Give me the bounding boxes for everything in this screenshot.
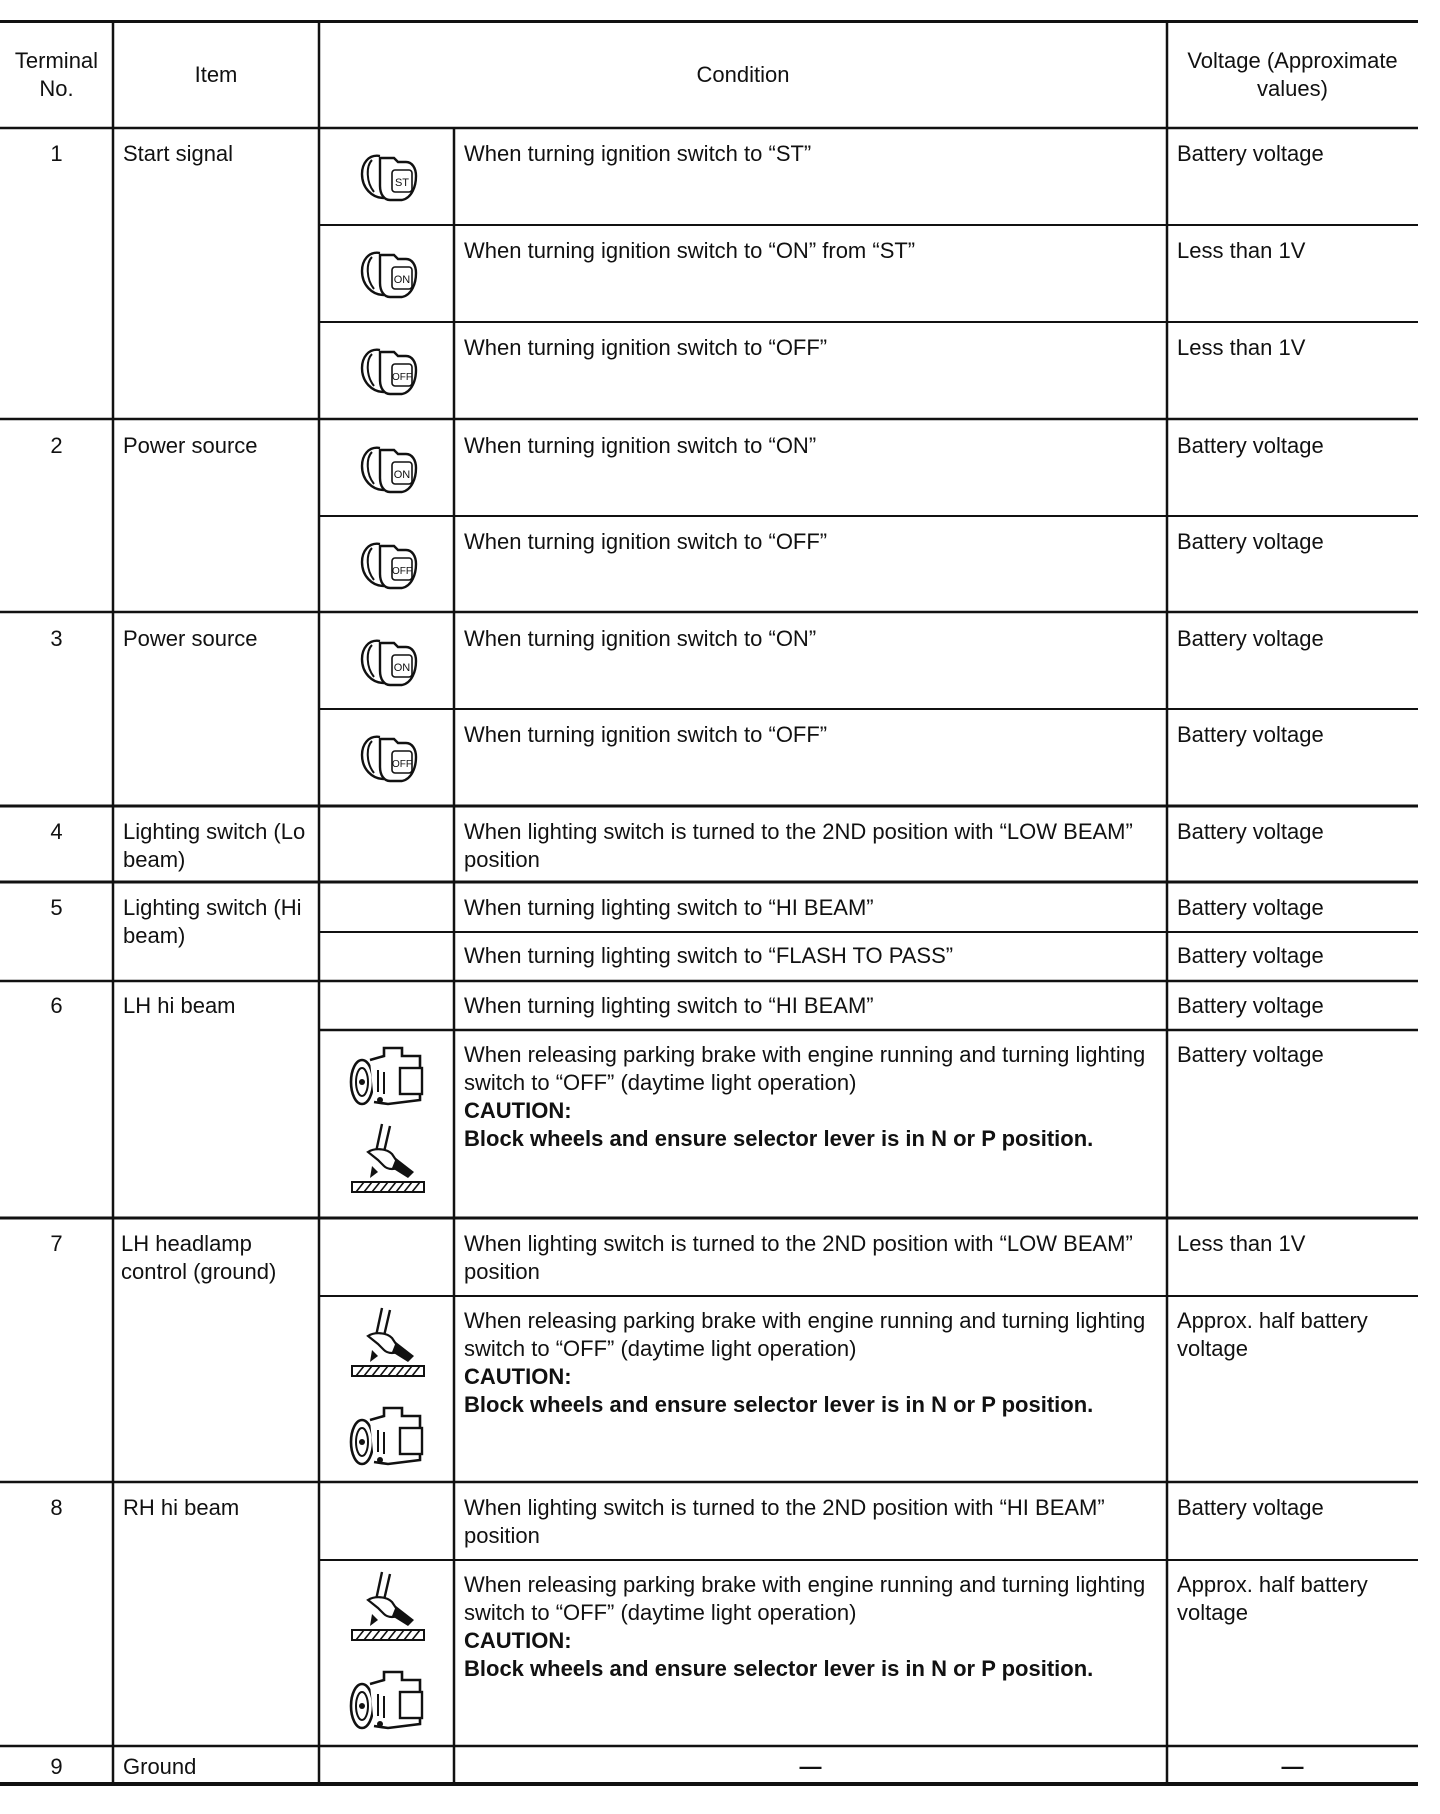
voltage-value: Less than 1V: [1177, 1231, 1306, 1256]
voltage-value: Battery voltage: [1177, 626, 1324, 651]
terminal-number: 3: [50, 626, 63, 651]
ignition-key-off-icon: [350, 729, 426, 785]
terminal-number: 4: [50, 819, 63, 844]
condition-text: When turning lighting switch to “HI BEAM”: [464, 895, 874, 920]
condition-text: When turning ignition switch to “OFF”: [464, 335, 828, 360]
condition-text: When lighting switch is turned to the 2ND position with “LOW BEAM” position: [464, 819, 1133, 872]
voltage-value: Battery voltage: [1177, 1042, 1324, 1067]
ignition-key-on-icon: [350, 245, 426, 301]
condition-text: [464, 1307, 1164, 1419]
terminal-number: 6: [50, 993, 63, 1018]
condition-text: When turning lighting switch to “FLASH TO PASS”: [464, 943, 954, 968]
svg-text:OFF: OFF: [392, 759, 412, 770]
condition-description: When releasing parking brake with engine running and turning lighting switch to “OFF” (daytime light operation): [464, 1572, 1146, 1625]
ignition-key-off-icon: [350, 342, 426, 398]
item-label: Start signal: [123, 141, 234, 166]
svg-text:ON: ON: [393, 662, 411, 674]
condition-text: [464, 1571, 1164, 1683]
ignition-key-off-icon: [350, 536, 426, 592]
caution-label: CAUTION:: [464, 1364, 572, 1389]
voltage-value: Battery voltage: [1177, 1495, 1324, 1520]
terminal-number: 5: [50, 895, 63, 920]
ignition-key-st-icon: [350, 148, 426, 204]
caution-label: CAUTION:: [464, 1098, 572, 1123]
item-label: Ground: [123, 1754, 197, 1779]
terminal-number: 1: [50, 141, 63, 166]
condition-text: —: [799, 1754, 822, 1779]
condition-text: When turning ignition switch to “OFF”: [464, 722, 828, 747]
condition-description: When releasing parking brake with engine running and turning lighting switch to “OFF” (daytime light operation): [464, 1308, 1146, 1361]
condition-text: When turning lighting switch to “HI BEAM”: [464, 993, 874, 1018]
voltage-value: —: [1281, 1754, 1304, 1779]
ignition-key-on-icon: [350, 440, 426, 496]
caution-text: Block wheels and ensure selector lever is in N or P position.: [464, 1656, 1094, 1681]
terminal-number: 8: [50, 1495, 63, 1520]
item-label: Lighting switch (Hi beam): [123, 895, 302, 948]
item-label: LH headlamp control (ground): [121, 1231, 277, 1284]
condition-text: When turning ignition switch to “OFF”: [464, 529, 828, 554]
voltage-value: Less than 1V: [1177, 238, 1306, 263]
header-voltage: Voltage (Approximate values): [1187, 48, 1398, 101]
condition-text: When turning ignition switch to “ON”: [464, 433, 817, 458]
parking-brake-released-and-engine-running-icon: [342, 1570, 432, 1740]
header-item: Item: [194, 62, 238, 87]
voltage-value: Battery voltage: [1177, 993, 1324, 1018]
item-label: Power source: [123, 433, 258, 458]
caution-label: CAUTION:: [464, 1628, 572, 1653]
voltage-value: Less than 1V: [1177, 335, 1306, 360]
header-terminal-no: Terminal No.: [14, 48, 99, 101]
condition-text: When lighting switch is turned to the 2ND position with “HI BEAM” position: [464, 1495, 1105, 1548]
item-label: Lighting switch (Lo beam): [123, 819, 306, 872]
voltage-value: Battery voltage: [1177, 529, 1324, 554]
terminal-number: 9: [50, 1754, 63, 1779]
condition-text: [464, 1041, 1164, 1153]
item-label: Power source: [123, 626, 258, 651]
condition-text: When turning ignition switch to “ON” from “ST”: [464, 238, 916, 263]
item-label: LH hi beam: [123, 993, 236, 1018]
caution-text: Block wheels and ensure selector lever is in N or P position.: [464, 1392, 1094, 1417]
parking-brake-released-and-engine-running-icon: [342, 1306, 432, 1476]
item-label: RH hi beam: [123, 1495, 240, 1520]
voltage-value: Battery voltage: [1177, 819, 1324, 844]
voltage-value: Battery voltage: [1177, 943, 1324, 968]
condition-text: When lighting switch is turned to the 2ND position with “LOW BEAM” position: [464, 1231, 1133, 1284]
svg-text:ON: ON: [393, 274, 411, 286]
header-condition: Condition: [696, 62, 790, 87]
condition-description: When releasing parking brake with engine running and turning lighting switch to “OFF” (daytime light operation): [464, 1042, 1146, 1095]
terminal-number: 7: [50, 1231, 63, 1256]
terminal-inspection-table: [0, 20, 1418, 1788]
terminal-number: 2: [50, 433, 63, 458]
voltage-value: Battery voltage: [1177, 433, 1324, 458]
ignition-key-on-icon: [350, 633, 426, 689]
svg-text:ON: ON: [393, 469, 411, 481]
voltage-value: Approx. half battery voltage: [1177, 1572, 1368, 1625]
voltage-value: Approx. half battery voltage: [1177, 1308, 1368, 1361]
condition-text: When turning ignition switch to “ST”: [464, 141, 812, 166]
voltage-value: Battery voltage: [1177, 722, 1324, 747]
svg-text:OFF: OFF: [392, 372, 412, 383]
caution-text: Block wheels and ensure selector lever is in N or P position.: [464, 1126, 1094, 1151]
svg-text:OFF: OFF: [392, 566, 412, 577]
svg-text:ST: ST: [394, 177, 410, 189]
voltage-value: Battery voltage: [1177, 895, 1324, 920]
condition-text: When turning ignition switch to “ON”: [464, 626, 817, 651]
engine-running-and-parking-brake-released-icon: [342, 1042, 432, 1212]
voltage-value: Battery voltage: [1177, 141, 1324, 166]
